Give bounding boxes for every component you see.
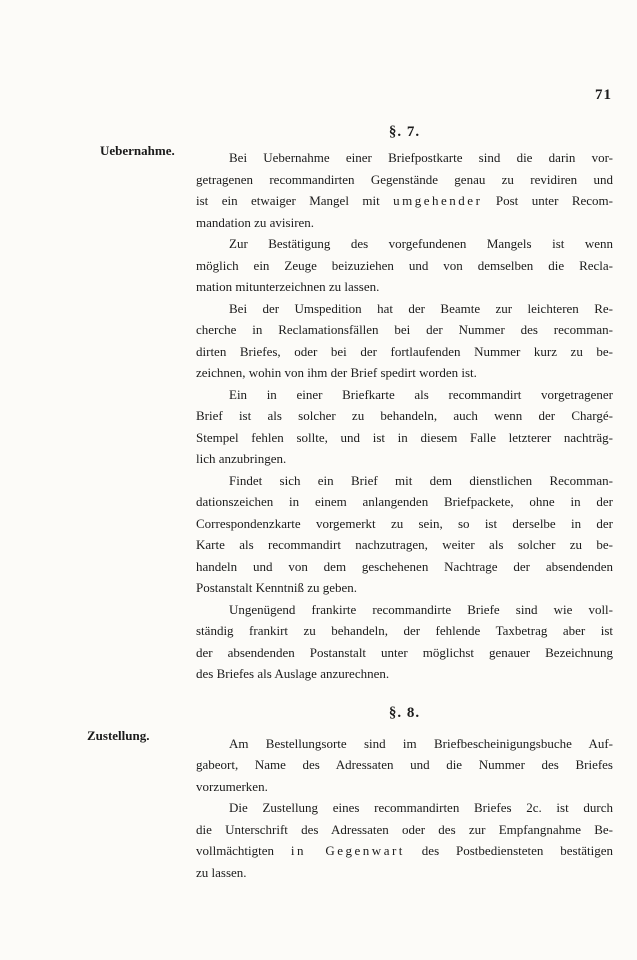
text-line: Ungenügend frankirte recommandirte Briefe sind wie voll- <box>229 601 613 617</box>
text-line: zu lassen. <box>196 864 247 880</box>
letterspaced-text: in Gegenwart <box>290 843 405 858</box>
text-line: lich anzubringen. <box>196 451 287 466</box>
text-line: vorzumerken. <box>196 778 268 794</box>
text-line: Zur Bestätigung des vorgefundenen Mangels ist wenn <box>229 236 613 251</box>
text-line: die Unterschrift des Adressaten oder des zur Empfangnahme Be- <box>196 821 613 837</box>
paragraph <box>196 298 613 384</box>
paragraph <box>196 599 613 685</box>
text-line: zeichnen, wohin von ihm der Brief spedirt worden ist. <box>196 365 477 380</box>
section-heading: §. 8. <box>388 704 421 721</box>
paragraph <box>196 733 613 798</box>
text-line: Am Bestellungsorte sind im Briefbescheinigungsbuche Auf- <box>229 735 613 751</box>
text-line: mation mitunterzeichnen zu lassen. <box>196 279 380 294</box>
paragraph <box>196 147 613 233</box>
paragraph <box>196 470 613 599</box>
text-line: Stempel fehlen sollte, und ist in diesem Falle letzterer nachträg- <box>196 429 613 445</box>
text-line: der absendenden Postanstalt unter möglichst genauer Bezeichnung <box>196 644 613 660</box>
margin-label-zustellung: Zustellung. <box>87 728 150 743</box>
paragraph <box>196 233 613 298</box>
text-line: dationszeichen in einem anlangenden Briefpackete, ohne in der <box>196 494 613 509</box>
section-heading: §. 7. <box>388 124 421 140</box>
letterspaced-text: umgehender <box>393 193 483 208</box>
paragraph <box>196 384 613 470</box>
text-line: Ein in einer Briefkarte als recommandirt vorgetragener <box>229 386 613 402</box>
text-line: Bei Uebernahme einer Briefpostkarte sind die darin vor- <box>229 150 613 165</box>
text-line: getragenen recommandirten Gegenstände genau zu revidiren und <box>196 171 613 187</box>
text-line: mandation zu avisiren. <box>196 214 315 230</box>
text-column <box>196 121 613 883</box>
text-line: Die Zustellung eines recommandirten Briefes 2c. ist durch <box>229 800 613 815</box>
text-line: cherche in Reclamationsfällen bei der Nummer des recomman- <box>196 322 613 337</box>
text-line: handeln und von dem geschehenen Nachtrage der absendenden <box>196 558 613 574</box>
text-line: Karte als recommandirt nachzutragen, weiter als solcher zu be- <box>196 537 613 552</box>
text-line: vollmächtigten in Gegenwart des Postbediensteten bestätigen <box>196 843 613 858</box>
text-line: ständig frankirt zu behandeln, der fehlende Taxbetrag aber ist <box>196 623 613 638</box>
margin-label-uebernahme: Uebernahme. <box>100 143 175 158</box>
paragraph <box>196 797 613 883</box>
text-line: ist ein etwaiger Mangel mit umgehender Post unter Recom- <box>196 193 613 208</box>
text-line: Findet sich ein Brief mit dem dienstlichen Recomman- <box>229 472 613 488</box>
text-line: gabeort, Name des Adressaten und die Nummer des Briefes <box>196 757 613 772</box>
text-line: möglich ein Zeuge beizuziehen und von demselben die Recla- <box>196 257 613 273</box>
text-line: Postanstalt Kenntniß zu geben. <box>196 580 358 595</box>
text-line: dirten Briefes, oder bei der fortlaufenden Nummer kurz zu be- <box>196 343 613 359</box>
text-line: Correspondenzkarte vorgemerkt zu sein, so ist derselbe in der <box>196 515 613 531</box>
text-line: Brief ist als solcher zu behandeln, auch wenn der Chargé- <box>196 408 613 423</box>
page-number: 71 <box>595 87 612 103</box>
text-line: des Briefes als Auslage anzurechnen. <box>196 666 390 681</box>
text-line: Bei der Umspedition hat der Beamte zur leichteren Re- <box>229 300 613 316</box>
